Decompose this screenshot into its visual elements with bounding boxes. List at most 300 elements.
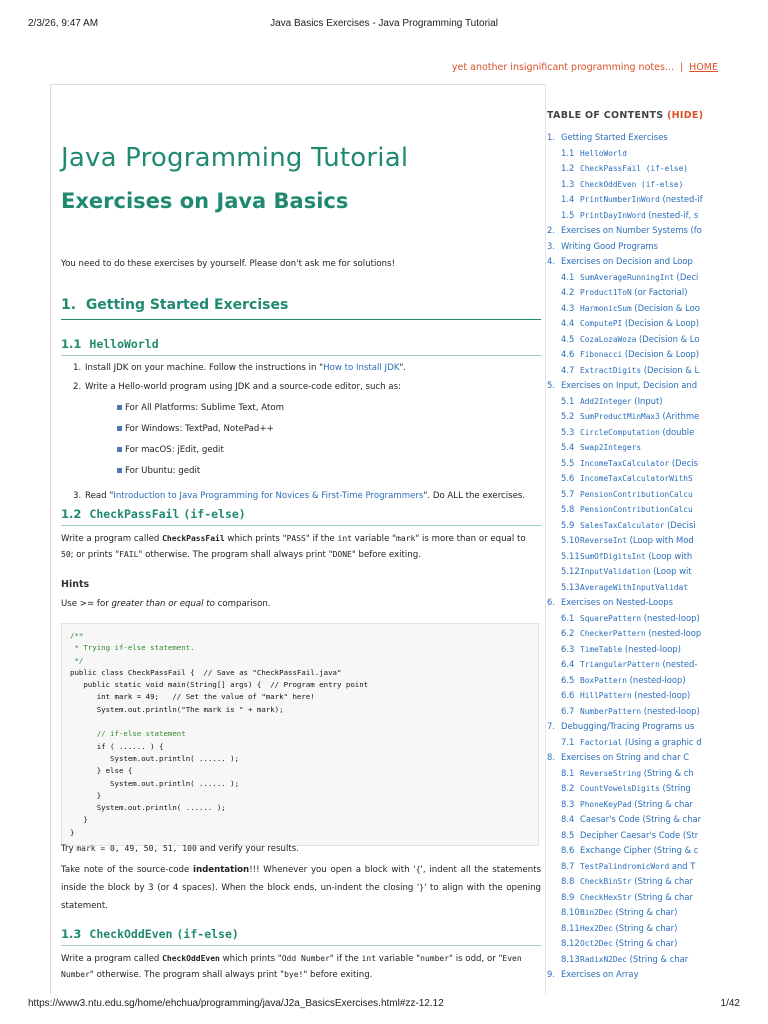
toc-item-label: Exchange Cipher (String & c [580,845,699,855]
emphasis: greater than or equal to [111,599,215,609]
subsection-paren: (if-else) [176,927,239,941]
toc-item-number: 4.3 [561,302,575,313]
toc-item-code: Product1ToN [580,288,632,297]
toc-item[interactable] [547,161,768,177]
toc-item-number: 4.5 [561,333,575,344]
toc-item-number: 8. [547,752,555,762]
toc-item-number: 5.11 [561,550,580,561]
code-line: if ( ...... ) { [70,741,164,751]
toc-item-number: 4.7 [561,364,575,375]
toc-item-number: 4. [547,256,555,266]
class-name: CheckPassFail [162,534,225,543]
toc-item[interactable] [547,564,768,580]
toc-item-code: CheckHexStr [580,892,632,902]
bullet-item [85,443,541,464]
toc-item-number: 5. [547,380,555,390]
toc-item-number: 5.3 [561,426,575,437]
bullet-square-icon [117,447,122,452]
toc-item-number: 8.11 [561,922,580,933]
code-literal: Odd Number [281,954,330,963]
code-line: public static void main(String[] args) { // Program entry point [70,680,369,690]
toc-item-number: 5.12 [561,566,580,576]
toc-item[interactable] [547,440,768,456]
toc-item[interactable] [547,735,768,751]
toc-item[interactable] [547,611,768,627]
toc-item-number: 8.4 [561,814,575,824]
toc-item[interactable] [547,177,768,193]
toc-item-code: PensionContributionCalcu [580,505,693,514]
text: variable " [376,954,421,964]
toc-item[interactable] [547,394,768,410]
toc-item[interactable] [547,719,768,735]
toc-item[interactable] [547,487,768,503]
toc-item-label: Exercises on String and char C [561,752,690,762]
list-text: Install JDK on your machine. Follow the instructions in " [85,363,324,373]
toc-item[interactable] [547,890,768,906]
toc-item-label: Exercises on Nested-Loops [561,597,673,607]
toc-item[interactable] [547,905,768,921]
toc-item-code: CheckerPattern [580,629,646,638]
bullet-square-icon [117,468,122,473]
code-literal: DONE [332,550,352,559]
text: which prints " [224,534,287,544]
toc-item-number: 5.1 [561,395,575,406]
toc-item-number: 6. [547,597,555,607]
toc-item-label: (Using a graphic d [622,736,702,747]
toc-item-label: (Decis [669,457,699,468]
text: variable " [351,534,397,544]
toc-item[interactable] [547,518,768,534]
toc-item-number: 6.2 [561,628,575,638]
toc-item[interactable] [547,688,768,704]
toc-item-number: 8.3 [561,798,575,809]
toc-item-code: PhoneKeyPad [580,799,632,809]
site-tagline-bar [452,62,718,73]
indentation-note [61,861,541,915]
toc-item-label: (Loop with Mod [626,535,694,545]
toc-item-code: ComputePI [580,319,623,328]
toc-item[interactable] [547,595,768,611]
toc-item[interactable] [547,502,768,518]
subsection-paren: (if-else) [183,507,246,521]
toc-item-label: (Decision & Loop) [622,349,700,359]
bullet-item [85,401,541,422]
toc-item-number: 4.1 [561,271,575,282]
toc-item-code: HelloWorld [580,148,627,158]
bullet-square-icon [117,405,122,410]
subsection-heading-checkpassfail [61,507,541,526]
text: ', indent all the statements inside the block by 3 (or 4 spaces). When the block ends, un-indent the closing ' [61,865,541,893]
code-literal: int [337,534,352,543]
subsection-code-title: HelloWorld [89,337,159,351]
text: " is odd, or " [449,954,503,964]
code-line: * Trying if-else statement. [70,643,195,653]
toc-item-label: (Arithme [659,411,700,421]
toc-item-code: Fibonacci [580,350,623,359]
toc-item[interactable] [547,549,768,565]
toc-item-number: 5.5 [561,457,575,468]
list-text: Write a Hello-world program using JDK and a source-code editor, such as: [85,382,401,392]
toc-item-label: Exercises on Decision and Loop [561,256,693,266]
toc-item[interactable] [547,952,768,968]
toc-item-number: 7. [547,721,555,731]
toc-item-label: (Decision & Loop) [622,318,700,328]
toc-item[interactable] [547,797,768,813]
toc-item-number: 8.13 [561,953,580,964]
toc-item-number: 8.8 [561,876,575,886]
toc-item[interactable] [547,239,768,255]
subsection-heading-helloworld [61,337,541,356]
toc-item-number: 5.7 [561,488,575,499]
toc-item-code: NumberPattern [580,706,642,716]
toc-item-code: AverageWithInputValidat [580,582,688,592]
code-literal: number [420,954,450,963]
text: " before exiting. [351,550,421,560]
toc-item-number: 1. [547,132,555,142]
toc-item[interactable] [547,936,768,952]
toc-item-code: TestPalindromicWord [580,861,670,871]
code-literal: PASS [286,534,306,543]
toc-item-code: BoxPattern [580,675,627,685]
print-page-title: Java Basics Exercises - Java Programming Tutorial [270,18,498,29]
code-line: } [70,827,75,837]
helloworld-steps [61,361,541,504]
toc-item-label: (nested-loop) [631,690,691,700]
code-line: } [70,790,102,800]
toc-item-number: 1.5 [561,209,575,220]
toc-item-code: CheckOddEven (if-else) [580,179,684,189]
toc-item[interactable] [547,766,768,782]
text: Try [61,844,77,854]
toc-item-number: 6.4 [561,659,575,669]
toc-item-code: PrintDayInWord [580,210,646,220]
text: " otherwise. The program shall always print " [138,550,333,560]
toc-item-number: 6.6 [561,690,575,700]
toc-item-label: (Decision & Lo [636,333,700,344]
toc-item-code: CountVowelsDigits [580,784,660,793]
code-literal: mark [396,534,416,543]
toc-item-number: 3. [547,240,555,251]
hints-text [61,597,541,612]
toc-item-number: 1.2 [561,163,575,173]
toc-item[interactable] [547,425,768,441]
toc-item[interactable] [547,130,768,146]
text: comparison. [214,599,271,609]
toc-item[interactable] [547,146,768,162]
toc-item-code: IncomeTaxCalculatorWithS [580,474,693,483]
text: Take note of the source-code [61,865,194,875]
toc-item[interactable] [547,673,768,689]
subsection-number: 1.1 [61,337,82,351]
code-line: } [70,815,88,825]
toc-item-number: 6.1 [561,612,575,623]
section-title: Getting Started Exercises [85,297,289,313]
toc-item-code: Oct2Dec [580,939,613,948]
subsection-number: 1.2 [61,507,82,521]
toc-item[interactable] [547,192,768,208]
toc-item-number: 1.3 [561,178,575,189]
checkpassfail-description [61,531,541,563]
text: " before exiting. [303,970,373,980]
toc-item-code: SumOfDigitsInt [580,551,646,561]
toc-item-code: SumAverageRunningInt [580,272,674,282]
table-of-contents [547,110,768,983]
toc-item-label: (String & char [631,876,693,886]
text: which prints " [219,954,282,964]
text: Use >= for [61,599,112,609]
list-number: 2. [73,382,82,392]
toc-item-label: (Input) [631,395,663,406]
toc-hide-toggle[interactable]: (HIDE) [667,110,704,121]
tagline-separator: | [679,62,684,73]
toc-item-label: (Decisi [664,519,696,530]
toc-item-label: (String & char) [612,907,678,917]
intro-paragraph: You need to do these exercises by yourself. Please don't ask me for solutions! [61,259,396,269]
toc-item[interactable] [547,378,768,394]
toc-item-number: 8.2 [561,783,575,793]
toc-item-number: 2. [547,225,555,235]
toc-item-code: RadixN2Dec [580,954,627,964]
section-heading-getting-started [61,297,541,320]
toc-item-code: TimeTable [580,644,623,654]
code-literal: { [415,865,421,874]
toc-item[interactable] [547,533,768,549]
page-subtitle: Exercises on Java Basics [61,189,349,213]
intro-java-link[interactable]: Introduction to Java Programming for Novices & First-Time Programmers [113,491,424,501]
toc-item[interactable] [547,270,768,286]
toc-item-label: (nested-if, s [645,209,699,220]
code-block [61,623,539,846]
toc-item[interactable] [547,874,768,890]
page-title: Java Programming Tutorial [61,143,409,173]
toc-item-label: (Loop wit [650,566,692,576]
list-text-end: ". Do ALL the exercises. [423,491,526,501]
toc-item[interactable] [547,626,768,642]
toc-item-number: 4.6 [561,349,575,359]
toc-item-label: Exercises on Input, Decision and [561,380,698,390]
toc-item-code: HillPattern [580,691,632,700]
toc-item-code: CircleComputation [580,427,660,437]
toc-item-label: (String & char) [612,922,678,933]
print-header [28,18,740,32]
toc-item-code: SalesTaxCalculator [580,520,665,530]
toc-item[interactable] [547,223,768,239]
text: " if the [329,954,362,964]
toc-item-number: 5.4 [561,442,575,452]
toc-item[interactable] [547,843,768,859]
toc-item-code: SumProductMinMax3 [580,412,660,421]
toc-item-number: 1.4 [561,194,575,204]
subsection-code-title: CheckPassFail [89,507,180,521]
toc-item-number: 8.12 [561,938,580,948]
code-literal: FAIL [119,550,139,559]
toc-item-label: Writing Good Programs [561,240,658,251]
toc-item-code: PrintNumberInWord [580,195,660,204]
toc-item[interactable] [547,921,768,937]
toc-item-number: 5.8 [561,504,575,514]
text: Write a program called [61,954,163,964]
bullet-text: For macOS: jEdit, gedit [125,445,224,455]
bullet-square-icon [117,426,122,431]
toc-item-number: 8.9 [561,891,575,902]
toc-item-number: 8.6 [561,845,575,855]
toc-item-code: InputValidation [580,567,651,576]
text: !!! Whenever you open a block with ' [249,865,416,875]
text: Write a program called [61,534,163,544]
code-line: System.out.println( ...... ); [70,803,226,813]
list-number: 1. [73,363,82,373]
toc-item-number: 7.1 [561,736,575,747]
list-item [61,489,541,504]
print-page-number: 1/42 [720,998,740,1009]
toc-item-code: IncomeTaxCalculator [580,458,670,468]
toc-item-label: Debugging/Tracing Programs us [561,721,695,731]
toc-item-number: 8.7 [561,860,575,871]
code-line: // if-else statement [70,729,186,739]
toc-item-label: (nested-loop [645,628,702,638]
toc-item-label: (nested-loop) [626,674,686,685]
code-literal: } [419,883,425,892]
toc-item[interactable] [547,254,768,270]
toc-item-number: 4.4 [561,318,575,328]
code-literal: bye! [284,970,304,979]
text: ' to align with the opening statement. [61,883,541,911]
text: ; or prints " [70,550,120,560]
toc-item-number: 8.5 [561,829,575,840]
bullet-text: For All Platforms: Sublime Text, Atom [125,403,284,413]
toc-item-label: Exercises on Number Systems (fo [561,225,702,235]
toc-item-code: PensionContributionCalcu [580,489,693,499]
toc-list [547,130,768,983]
toc-item-label: (Deci [673,271,699,282]
toc-item-label: (double [659,426,695,437]
toc-item[interactable] [547,828,768,844]
toc-item[interactable] [547,704,768,720]
emphasis: indentation [193,865,250,875]
toc-item-code: SquarePattern [580,613,642,623]
code-literal: int [361,954,377,963]
toc-item-number: 5.2 [561,411,575,421]
code-line: System.out.println("The mark is " + mark); [70,704,284,714]
print-url: https://www3.ntu.edu.sg/home/ehchua/programming/java/J2a_BasicsExercises.html#zz-12.12 [28,998,444,1009]
toc-item-label: (Loop with [645,550,693,561]
toc-item-code: Add2Integer [580,396,632,406]
toc-item-label: (String & char [626,953,689,964]
code-line: System.out.println( ...... ); [70,778,240,788]
toc-item[interactable] [547,471,768,487]
toc-heading-text: TABLE OF CONTENTS [547,110,664,121]
toc-item-code: Hex2Dec [580,923,613,933]
content-frame [50,84,546,994]
site-tagline: yet another insignificant programming notes... [451,62,674,73]
toc-item-label: (nested-loop) [641,705,700,716]
toc-item-label: (nested-if [659,194,703,204]
list-item [61,361,541,376]
bullet-item [85,464,541,485]
toc-item-label: (String [659,783,691,793]
print-datetime: 2/3/26, 9:47 AM [28,18,99,29]
toc-item[interactable] [547,580,768,596]
toc-item-number: 4.2 [561,287,575,297]
toc-item[interactable] [547,750,768,766]
toc-item-number: 5.10 [561,535,580,545]
toc-item[interactable] [547,347,768,363]
code-literal: mark = 0, 49, 50, 51, 100 [76,844,197,853]
toc-item[interactable] [547,285,768,301]
toc-item-label: (String & ch [641,767,694,778]
code-line: /** [70,631,84,640]
toc-item-number: 5.13 [561,581,580,592]
toc-item-label: and T [669,860,696,871]
toc-item-code: CozaLozaWoza [580,334,637,344]
toc-item-number: 8.1 [561,767,575,778]
subsection-heading-checkoddeven [61,927,541,946]
toc-item-label: (nested- [659,659,698,669]
toc-item[interactable] [547,642,768,658]
bullet-text: For Windows: TextPad, NotePad++ [125,424,274,434]
editor-bullets [85,401,541,485]
subsection-number: 1.3 [61,927,82,941]
toc-item[interactable] [547,208,768,224]
toc-item[interactable] [547,859,768,875]
toc-item-number: 5.9 [561,519,575,530]
toc-item[interactable] [547,456,768,472]
code-line: System.out.println( ...... ); [70,753,240,763]
toc-item-code: CheckBinStr [580,877,632,886]
toc-item-code: HarmonicSum [580,303,632,313]
toc-item[interactable] [547,363,768,379]
toc-item[interactable] [547,967,768,983]
toc-item-label: Exercises on Array [561,969,639,979]
toc-item-label: (Decision & L [641,364,700,375]
toc-item-number: 9. [547,969,555,979]
code-line: } else { [70,766,133,776]
code-literal: Even [502,954,522,963]
toc-item[interactable] [547,316,768,332]
code-literal: 50 [61,550,71,559]
checkoddeven-description [61,951,541,983]
toc-item-code: TriangularPattern [580,660,660,669]
try-values-text [61,841,541,857]
toc-item-label: (Decision & Loo [631,302,700,313]
toc-item-label: (String & char) [612,938,678,948]
toc-item[interactable] [547,657,768,673]
list-item [61,380,541,485]
toc-item-label: Caesar's Code (String & char [580,814,702,824]
toc-item[interactable] [547,332,768,348]
toc-item-code: Swap2Integers [580,443,642,452]
toc-item[interactable] [547,409,768,425]
print-footer [28,998,740,1012]
install-jdk-link[interactable]: How to Install JDK [323,363,400,373]
toc-item-number: 6.5 [561,674,575,685]
home-link[interactable]: HOME [689,62,718,73]
toc-item-code: CheckPassFail (if-else) [580,164,688,173]
toc-item-label: Decipher Caesar's Code (Str [580,829,699,840]
bullet-item [85,422,541,443]
toc-item-number: 5.6 [561,473,575,483]
code-literal: Number [61,970,90,979]
toc-item[interactable] [547,781,768,797]
toc-item-number: 6.7 [561,705,575,716]
toc-item-label: (nested-loop) [641,612,700,623]
toc-item[interactable] [547,812,768,828]
toc-item-label: (or Factorial) [631,287,688,297]
toc-item-code: Bin2Dec [580,908,613,917]
toc-item-code: Factorial [580,737,623,747]
toc-item-number: 8.10 [561,907,580,917]
toc-item[interactable] [547,301,768,317]
